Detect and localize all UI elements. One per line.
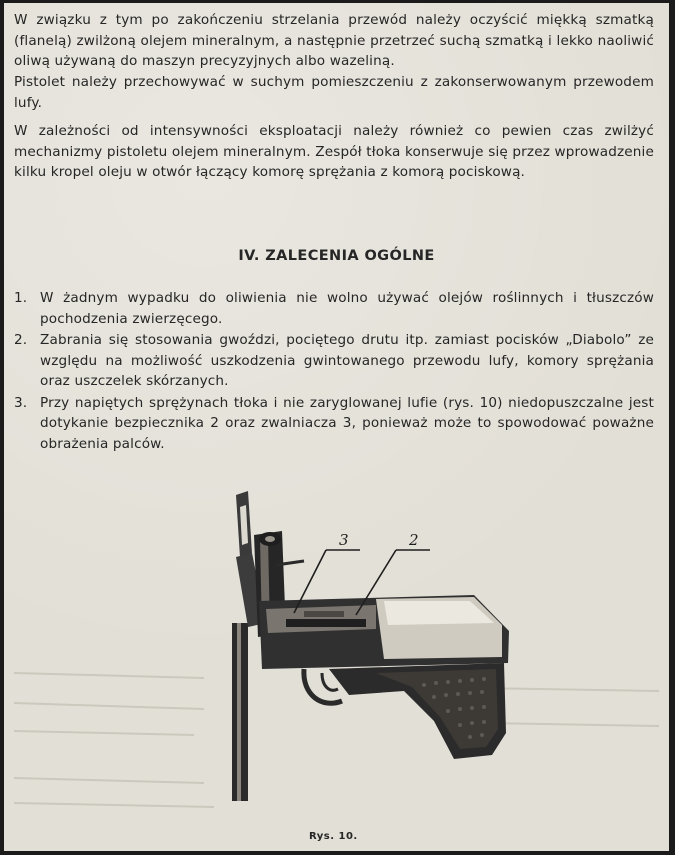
list-item [14,330,654,392]
list-item-text: Przy napiętych sprężynach tłoka i nie zaryglowanej lufie (rys. 10) niedopuszczalne jest dotykanie bezpiecznika 2 oraz zwalniacza 3, ponieważ może to spowodować poważne obrażenia palców. [40,394,654,452]
paragraph-cleaning: W związku z tym po zakończeniu strzelania przewód należy oczyścić miękką szmatką (flanelą) zwilżoną olejem mineralnym, a następnie przetrzeć suchą szmatką i lekko naoliwić oliwą używaną do maszyn precyzyjnych albo wazeliną. [14,12,654,69]
list-item-number: 2. [14,332,28,348]
list-item-text: W żadnym wypadku do oliwienia nie wolno używać olejów roślinnych i tłuszczów pochodzenia zwierzęcego. [40,290,654,327]
list-item-text: Zabrania się stosowania gwoździ, pociętego drutu itp. zamiast pocisków „Diabolo” ze względu na możliwość uszkodzenia gwintowanego przewodu lufy, komory sprężania oraz uszczelek skórzanych. [40,332,654,389]
callout-3-label: 3 [339,531,349,549]
recommendations-list [14,288,654,455]
list-item [14,288,654,329]
callout-2-label: 2 [409,531,419,549]
section-heading: IV. ZALECENIA OGÓLNE [238,248,435,264]
figure-caption: Rys. 10. [309,831,358,842]
list-item [14,393,654,455]
paragraph-storage: Pistolet należy przechowywać w suchym pomieszczeniu z zakonserwowanym przewodem lufy. [14,74,654,111]
paragraph-oiling: W zależności od intensywności eksploatacji należy również co pewien czas zwilżyć mechanizmy pistoletu olejem mineralnym. Zespół tłoka konserwuje się przez wprowadzenie kilku kropel oleju w otwór łączący komorę sprężania z komorą pociskową. [14,123,654,180]
list-item-number: 3. [14,394,28,411]
pistol-frame [259,595,509,669]
pistol-grip [304,663,506,759]
document-page [4,3,669,851]
pistol-illustration [4,473,669,833]
list-item-number: 1. [14,290,28,306]
